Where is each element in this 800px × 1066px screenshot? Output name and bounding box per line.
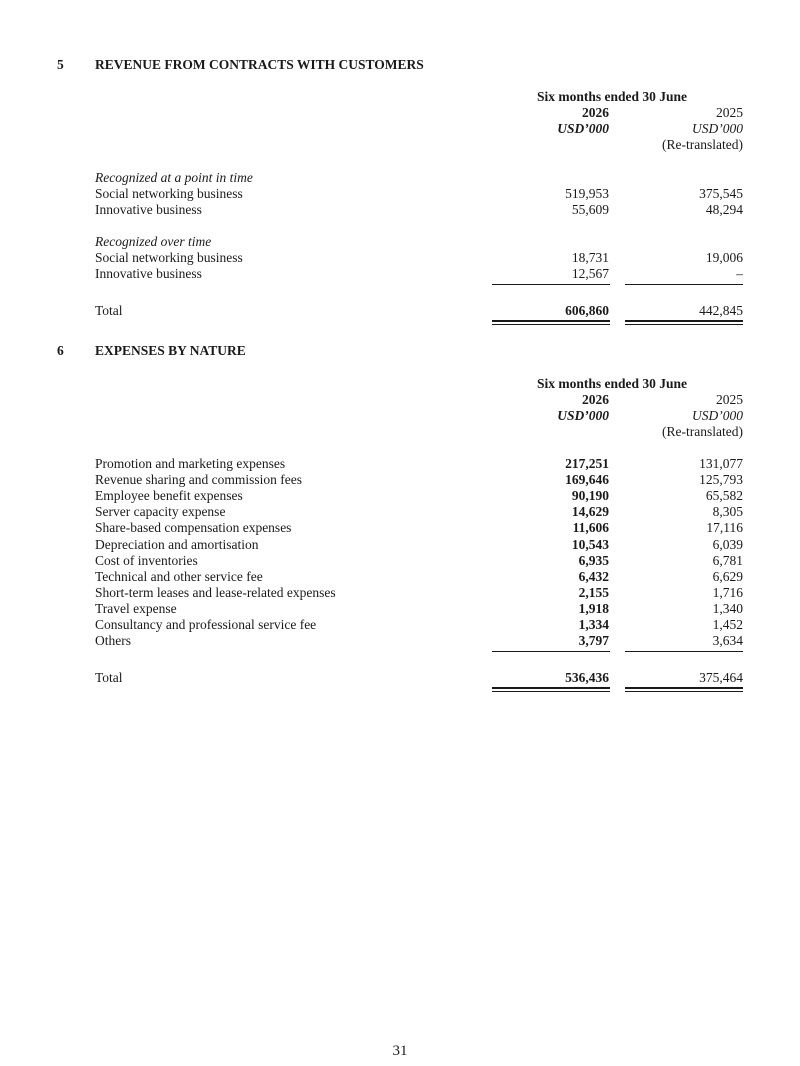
row-label: Innovative business — [95, 266, 202, 281]
row-prior: 1,716 — [712, 585, 743, 600]
table-row — [0, 537, 800, 553]
period-header — [0, 89, 800, 105]
row-label: Depreciation and amortisation — [95, 537, 259, 552]
row-label: Employee benefit expenses — [95, 488, 243, 503]
row-current: 90,190 — [571, 488, 609, 503]
note-header — [0, 424, 800, 440]
subtotal-rule — [492, 284, 610, 285]
table-row — [0, 266, 800, 282]
row-label: Short-term leases and lease-related expenses — [95, 585, 336, 600]
period-label: Six months ended 30 June — [537, 89, 688, 104]
row-prior: 6,629 — [712, 569, 743, 584]
total-label: Total — [95, 303, 123, 318]
section-title: EXPENSES BY NATURE — [95, 343, 246, 358]
row-current: 18,731 — [571, 250, 609, 265]
row-prior: 65,582 — [705, 488, 743, 503]
row-prior: 1,452 — [712, 617, 743, 632]
subtotal-rule — [492, 651, 610, 652]
note-prior: (Re-translated) — [662, 137, 743, 152]
row-label: Social networking business — [95, 186, 243, 201]
row-current: 1,334 — [578, 617, 609, 632]
row-prior: 6,039 — [712, 537, 743, 552]
row-current: 11,606 — [572, 520, 609, 535]
section-number: 6 — [57, 343, 64, 358]
period-header — [0, 376, 800, 392]
unit-header — [0, 408, 800, 424]
total-double-rule — [492, 687, 610, 692]
row-label: Cost of inventories — [95, 553, 198, 568]
row-current: 6,935 — [578, 553, 609, 568]
table-row — [0, 617, 800, 633]
row-label: Travel expense — [95, 601, 177, 616]
row-prior: 375,545 — [699, 186, 743, 201]
row-current: 1,918 — [578, 601, 609, 616]
group-heading — [0, 234, 800, 250]
group-heading — [0, 170, 800, 186]
total-label: Total — [95, 670, 123, 685]
row-prior: 131,077 — [699, 456, 743, 471]
section-title: REVENUE FROM CONTRACTS WITH CUSTOMERS — [95, 57, 424, 72]
year-header — [0, 105, 800, 121]
row-label: Social networking business — [95, 250, 243, 265]
total-current: 536,436 — [565, 670, 609, 685]
subtotal-rule — [625, 651, 743, 652]
year-current: 2026 — [582, 105, 609, 120]
unit-current: USD’000 — [557, 121, 609, 136]
row-prior: 125,793 — [699, 472, 743, 487]
unit-prior: USD’000 — [692, 121, 743, 136]
row-prior: 8,305 — [712, 504, 743, 519]
total-current: 606,860 — [565, 303, 609, 318]
subtotal-rule — [625, 284, 743, 285]
row-current: 6,432 — [578, 569, 609, 584]
row-prior: 17,116 — [706, 520, 743, 535]
note-prior: (Re-translated) — [662, 424, 743, 439]
unit-current: USD’000 — [557, 408, 609, 423]
row-current: 2,155 — [578, 585, 609, 600]
row-prior: 48,294 — [705, 202, 743, 217]
table-row — [0, 601, 800, 617]
total-prior: 442,845 — [699, 303, 743, 318]
row-label: Promotion and marketing expenses — [95, 456, 286, 471]
row-current: 217,251 — [565, 456, 609, 471]
row-current: 14,629 — [571, 504, 609, 519]
unit-prior: USD’000 — [692, 408, 743, 423]
row-current: 55,609 — [571, 202, 609, 217]
table-row — [0, 202, 800, 218]
table-row — [0, 633, 800, 649]
table-row — [0, 456, 800, 472]
table-row — [0, 488, 800, 504]
row-current: 3,797 — [578, 633, 609, 648]
table-row — [0, 585, 800, 601]
row-label: Share-based compensation expenses — [95, 520, 292, 535]
table-row — [0, 520, 800, 536]
note-header — [0, 137, 800, 153]
unit-header — [0, 121, 800, 137]
row-current: 169,646 — [565, 472, 609, 487]
row-label: Innovative business — [95, 202, 202, 217]
total-row — [0, 303, 800, 319]
table-row — [0, 553, 800, 569]
total-row — [0, 670, 800, 686]
row-current: 12,567 — [571, 266, 609, 281]
year-prior: 2025 — [716, 392, 743, 407]
section-number: 5 — [57, 57, 64, 72]
total-prior: 375,464 — [699, 670, 743, 685]
table-row — [0, 472, 800, 488]
period-label: Six months ended 30 June — [537, 376, 688, 391]
table-row — [0, 504, 800, 520]
row-label: Consultancy and professional service fee — [95, 617, 317, 632]
row-label: Revenue sharing and commission fees — [95, 472, 302, 487]
table-row — [0, 569, 800, 585]
group-heading-label: Recognized over time — [95, 234, 212, 249]
year-current: 2026 — [582, 392, 609, 407]
row-prior: – — [736, 266, 743, 281]
year-prior: 2025 — [716, 105, 743, 120]
total-double-rule — [625, 687, 743, 692]
row-label: Technical and other service fee — [95, 569, 263, 584]
row-label: Others — [95, 633, 131, 648]
total-double-rule — [492, 320, 610, 325]
page-number: 31 — [392, 1043, 408, 1059]
row-prior: 3,634 — [712, 633, 743, 648]
table-row — [0, 250, 800, 266]
row-prior: 1,340 — [712, 601, 743, 616]
row-current: 10,543 — [571, 537, 609, 552]
year-header — [0, 392, 800, 408]
group-heading-label: Recognized at a point in time — [95, 170, 253, 185]
row-prior: 6,781 — [712, 553, 743, 568]
table-row — [0, 186, 800, 202]
row-current: 519,953 — [565, 186, 609, 201]
row-prior: 19,006 — [705, 250, 743, 265]
total-double-rule — [625, 320, 743, 325]
row-label: Server capacity expense — [95, 504, 226, 519]
